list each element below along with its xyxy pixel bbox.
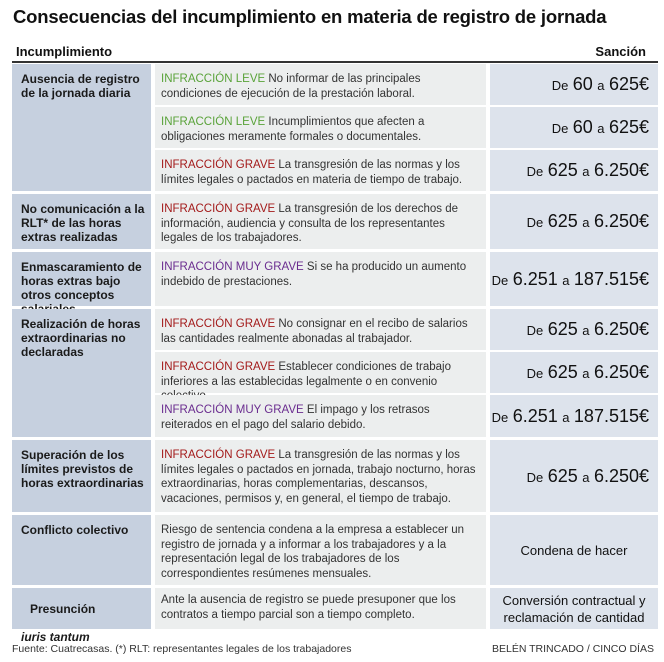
sanction-cell bbox=[490, 515, 658, 585]
sanction-max: 6.250€ bbox=[593, 465, 649, 486]
sanction-connector: a bbox=[597, 121, 605, 136]
infraction-desc: No informar de las principales condiciones de ejecución de la prestación laboral. bbox=[161, 73, 421, 100]
description-cell bbox=[155, 194, 486, 249]
table-row bbox=[155, 252, 658, 306]
infraction-type: INFRACCIÓN LEVE bbox=[161, 116, 266, 128]
column-header-incumplimiento: Incumplimiento bbox=[16, 44, 113, 59]
table-row bbox=[155, 64, 658, 105]
sanction-connector: a bbox=[582, 215, 590, 230]
description-cell bbox=[155, 150, 486, 191]
sanction-cell bbox=[490, 588, 658, 629]
sanction-cell bbox=[490, 107, 658, 148]
sanction-min: 60 bbox=[572, 117, 593, 137]
infraction-desc: El impago y los retrasos reiterados en el pago del salario debido. bbox=[161, 404, 430, 431]
table-row bbox=[155, 515, 658, 585]
concept-label: No comunicación a la RLT* de las horas extras realizadas bbox=[21, 202, 145, 244]
footer-credit: BELÉN TRINCADO / CINCO DÍAS bbox=[491, 643, 654, 655]
infraction-type: INFRACCIÓN GRAVE bbox=[161, 318, 276, 330]
description-cell bbox=[155, 395, 486, 437]
sanction-max: 6.250€ bbox=[593, 211, 649, 231]
sanction-text: Condena de hacer bbox=[520, 542, 628, 558]
table-group-horas-no-declaradas bbox=[12, 309, 658, 437]
concept-label: Realización de horas extraordinarias no declaradas bbox=[21, 317, 141, 359]
sanction-min: 625 bbox=[547, 160, 578, 180]
table-row bbox=[155, 309, 658, 350]
sanction-min: 625 bbox=[547, 319, 578, 339]
concept-cell bbox=[12, 252, 151, 306]
infraction-type: INFRACCIÓN LEVE bbox=[161, 73, 266, 85]
sanction-text: Conversión contractual y reclamación de cantidad bbox=[502, 592, 646, 625]
sanction-cell bbox=[490, 309, 658, 350]
infraction-desc: No consignar en el recibo de salarios las cantidades realmente abonadas al trabajador. bbox=[161, 318, 468, 345]
sanction-min: 6.251 bbox=[512, 268, 558, 289]
table-row bbox=[155, 588, 658, 629]
sanction-connector: a bbox=[582, 323, 590, 338]
sanction-cell bbox=[490, 194, 658, 249]
infraction-desc: La transgresión de los derechos de información, audiencia y consulta de los representantes legales de los trabajadores. bbox=[161, 203, 459, 244]
description-cell bbox=[155, 352, 486, 393]
table-row bbox=[155, 352, 658, 393]
description-cell bbox=[155, 309, 486, 350]
description-cell bbox=[155, 107, 486, 148]
infraction-desc: Establecer condiciones de trabajo inferiores a las establecidas legalmente o en convenio bbox=[161, 361, 451, 388]
concept-cell bbox=[12, 440, 151, 512]
description-cell bbox=[155, 588, 486, 629]
description-cell bbox=[155, 64, 486, 105]
sanction-from: De bbox=[526, 366, 544, 381]
sanction-connector: a bbox=[582, 164, 590, 179]
infraction-type: INFRACCIÓN GRAVE bbox=[161, 449, 276, 461]
table-row bbox=[155, 150, 658, 191]
concept-label: Enmascaramiento de horas extras bajo otros conceptos bbox=[21, 260, 142, 302]
footer-source: Fuente: Cuatrecasas. (*) RLT: representantes legales de los trabajadores bbox=[12, 643, 352, 655]
infraction-type: INFRACCIÓN MUY GRAVE bbox=[161, 261, 304, 273]
concept-cell bbox=[12, 515, 151, 585]
sanction-max: 6.250€ bbox=[593, 362, 649, 382]
page-title: Consecuencias del incumplimiento en materia de registro de jornada bbox=[13, 6, 607, 27]
infraction-desc: Riesgo de sentencia condena a la empresa a establecer un registro de jornada y a informar a los trabajadores y a la representación legal de los trabajadores de los correspondientes resúmenes mensuales. bbox=[161, 524, 465, 580]
sanction-connector: a bbox=[597, 78, 605, 93]
sanction-from: De bbox=[526, 323, 544, 338]
header-divider bbox=[12, 61, 658, 63]
infraction-desc: Ante la ausencia de registro se puede presuponer que los contratos a tiempo parcial son a tiempo completo. bbox=[161, 594, 456, 621]
table-group-enmascaramiento bbox=[12, 252, 658, 306]
table-group-ausencia-registro bbox=[12, 64, 658, 191]
table-group-presuncion bbox=[12, 588, 658, 644]
table-row bbox=[155, 440, 658, 512]
table-row bbox=[155, 194, 658, 249]
sanction-cell bbox=[490, 64, 658, 105]
sanction-from: De bbox=[551, 121, 569, 136]
sanction-from: De bbox=[526, 164, 544, 179]
sanction-max: 625€ bbox=[608, 117, 649, 137]
infraction-desc: Si se ha producido un aumento indebido de prestaciones. bbox=[161, 261, 467, 288]
sanction-cell bbox=[490, 395, 658, 437]
infraction-type: INFRACCIÓN GRAVE bbox=[161, 361, 276, 373]
concept-cell bbox=[12, 64, 151, 191]
sanction-from: De bbox=[551, 78, 569, 93]
sanction-min: 625 bbox=[547, 465, 578, 486]
sanction-from: De bbox=[526, 469, 544, 485]
sanction-connector: a bbox=[562, 272, 570, 288]
sanction-min: 625 bbox=[547, 362, 578, 382]
sanction-from: De bbox=[526, 215, 544, 230]
sanction-cell bbox=[490, 440, 658, 512]
sanction-max: 625€ bbox=[608, 74, 649, 94]
sanction-connector: a bbox=[582, 366, 590, 381]
sanction-max: 6.250€ bbox=[593, 319, 649, 339]
sanction-min: 60 bbox=[572, 74, 593, 94]
sanction-from: De bbox=[491, 272, 509, 288]
concept-label: Conflicto colectivo bbox=[21, 523, 129, 537]
sanction-connector: a bbox=[582, 469, 590, 485]
sanction-from: De bbox=[491, 409, 509, 425]
description-cell bbox=[155, 252, 486, 306]
table-group-no-comunicacion-rlt bbox=[12, 194, 658, 249]
infraction-type: INFRACCIÓN GRAVE bbox=[161, 159, 276, 171]
concept-cell bbox=[12, 309, 151, 437]
concept-cell bbox=[12, 194, 151, 249]
sanction-min: 625 bbox=[547, 211, 578, 231]
concept-cell bbox=[12, 588, 151, 644]
infraction-desc: Incumplimientos que afecten a obligaciones meramente formales o documentales. bbox=[161, 116, 425, 143]
sanction-cell bbox=[490, 252, 658, 306]
infraction-type: INFRACCIÓN GRAVE bbox=[161, 203, 276, 215]
description-cell bbox=[155, 440, 486, 512]
concept-label: Superación de los límites previstos de horas extraordinarias bbox=[21, 448, 144, 490]
description-cell bbox=[155, 515, 486, 585]
table-row bbox=[155, 395, 658, 437]
concept-label: Ausencia de registro de la jornada diaria bbox=[21, 72, 140, 100]
infraction-type: INFRACCIÓN MUY GRAVE bbox=[161, 404, 304, 416]
concept-label: Presunción bbox=[30, 602, 96, 616]
table-group-superacion-limites bbox=[12, 440, 658, 512]
sanction-max: 187.515€ bbox=[573, 268, 649, 289]
sanction-min: 6.251 bbox=[512, 405, 558, 426]
sanction-max: 187.515€ bbox=[573, 405, 649, 426]
table-group-conflicto-colectivo bbox=[12, 515, 658, 585]
sanction-cell bbox=[490, 352, 658, 393]
sanction-connector: a bbox=[562, 409, 570, 425]
infraction-desc: La transgresión de las normas y los límites legales o pactados en jornada, trabajo nocturno, horas extraordinarias, horas complementarias, descansos, vacaciones, permisos y, en general, el tiempo de trabajo. bbox=[161, 449, 476, 505]
column-header-sancion: Sanción bbox=[595, 44, 646, 59]
concept-label-italic: iuris tantum bbox=[21, 630, 90, 644]
table-row bbox=[155, 107, 658, 148]
sanction-max: 6.250€ bbox=[593, 160, 649, 180]
infraction-desc: La transgresión de las normas y los límites legales o pactados en materia de tiempo de trabajo. bbox=[161, 159, 463, 186]
sanction-cell bbox=[490, 150, 658, 191]
